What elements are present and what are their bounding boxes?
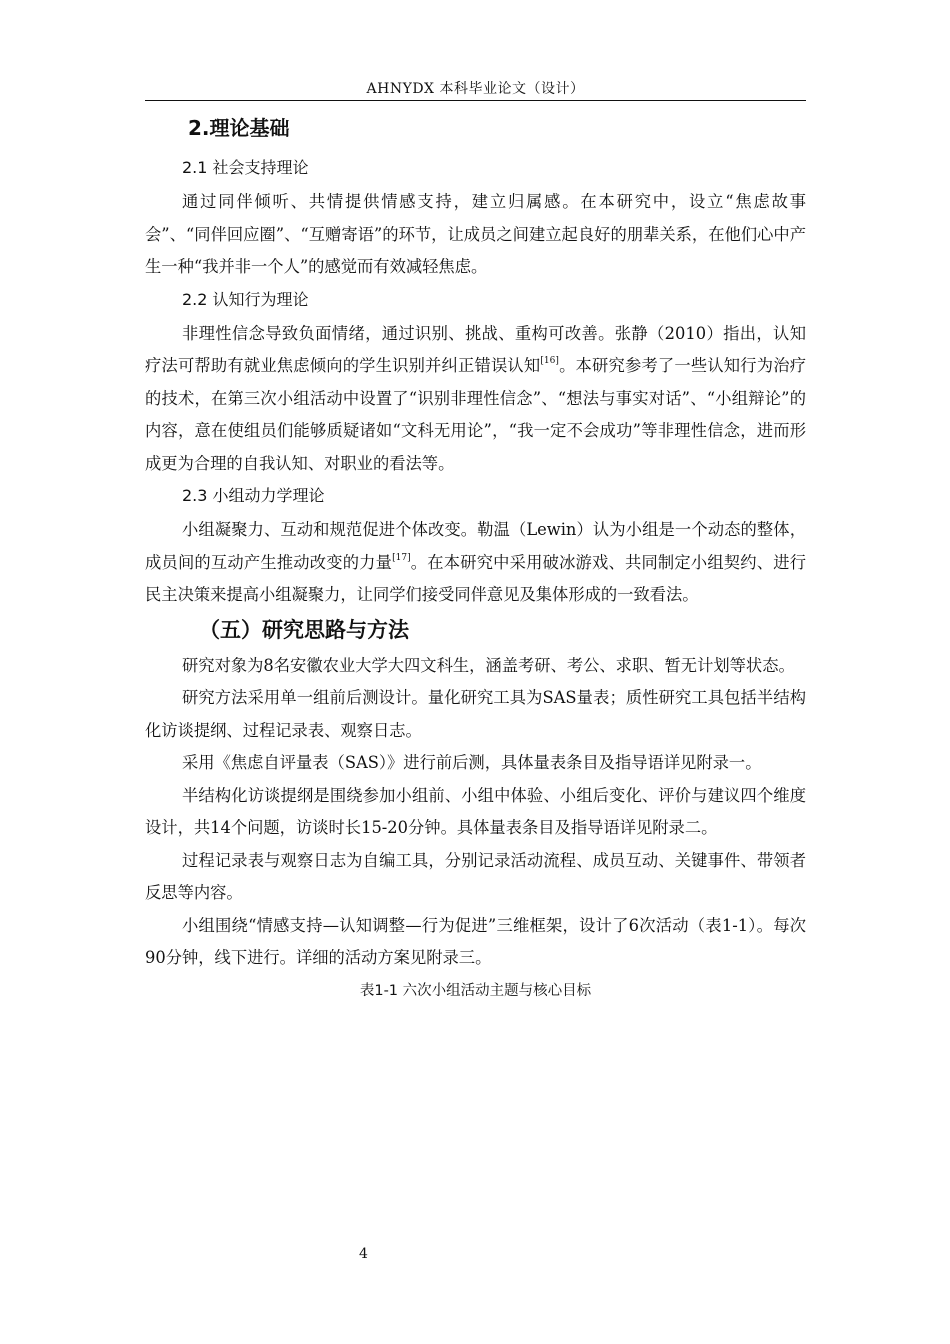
section-5-title: （五）研究思路与方法 xyxy=(199,617,409,642)
section-2-1-paragraph: 通过同伴倾听、共情提供情感支持，建立归属感。在本研究中，设立“焦虑故事会”、“同伴回应圈”、“互赠寄语”的环节，让成员之间建立起良好的朋辈关系，在他们心中产生一种“我并非一个人”的感觉而有效减轻焦虑。 xyxy=(145,192,806,276)
method-paragraph: 小组围绕“情感支持—认知调整—行为促进”三维框架，设计了6次活动（表1-1）。每次90分钟，线下进行。详细的活动方案见附录三。 xyxy=(145,915,806,967)
page-number: 4 xyxy=(359,1246,368,1262)
section-2-3-text-a: 小组凝聚力、互动和规范促进个体改变。勒温（Lewin）认为小组是一个动态的整体，成员间的互动产生推动改变的力量 xyxy=(145,520,806,572)
section-2-3-text-b: 。在本研究中采用破冰游戏、共同制定小组契约、进行民主决策来提高小组凝聚力，让同学们接受同伴意见及集体形成的一致看法。 xyxy=(145,552,806,604)
method-paragraph: 研究方法采用单一组前后测设计。量化研究工具为SAS量表；质性研究工具包括半结构化访谈提纲、过程记录表、观察日志。 xyxy=(145,688,806,740)
table-caption: 表1-1 六次小组活动主题与核心目标 xyxy=(359,982,592,999)
section-2-title: 2.理论基础 xyxy=(188,116,290,140)
section-2-2-text-b: 。本研究参考了一些认知行为治疗的技术，在第三次小组活动中设置了“识别非理性信念”、“想法与事实对话”、“小组辩论”的内容，意在使组员们能够质疑诸如“文科无用论”，“我一定不会成功”等非理性信念，进而形成更为合理的自我认知、对职业的看法等。 xyxy=(145,356,806,473)
method-paragraph: 过程记录表与观察日志为自编工具，分别记录活动流程、成员互动、关键事件、带领者反思等内容。 xyxy=(145,850,806,902)
method-paragraph: 研究对象为8名安徽农业大学大四文科生，涵盖考研、考公、求职、暂无计划等状态。 xyxy=(182,655,795,675)
section-2-1-heading: 2.1 社会支持理论 xyxy=(182,158,309,177)
citation-16: [16] xyxy=(540,356,559,366)
section-2-3-paragraph xyxy=(145,514,806,612)
method-paragraph: 采用《焦虑自评量表（SAS）》进行前后测，具体量表条目及指导语详见附录一。 xyxy=(182,753,762,772)
page-body xyxy=(145,112,806,1003)
section-2-3-heading: 2.3 小组动力学理论 xyxy=(182,486,325,505)
header-rule xyxy=(145,100,806,101)
page-header: AHNYDX 本科毕业论文（设计） xyxy=(366,81,585,97)
section-2-2-heading: 2.2 认知行为理论 xyxy=(182,289,309,309)
section-2-2-paragraph xyxy=(145,318,806,481)
section-2-2-text-a: 非理性信念导致负面情绪，通过识别、挑战、重构可改善。张静（2010）指出，认知疗法可帮助有就业焦虑倾向的学生识别并纠正错误认知 xyxy=(145,323,806,375)
citation-17: [17] xyxy=(392,552,411,563)
method-paragraph: 半结构化访谈提纲是围绕参加小组前、小组中体验、小组后变化、评价与建议四个维度设计，共14个问题，访谈时长15-20分钟。具体量表条目及指导语详见附录二。 xyxy=(145,785,806,837)
